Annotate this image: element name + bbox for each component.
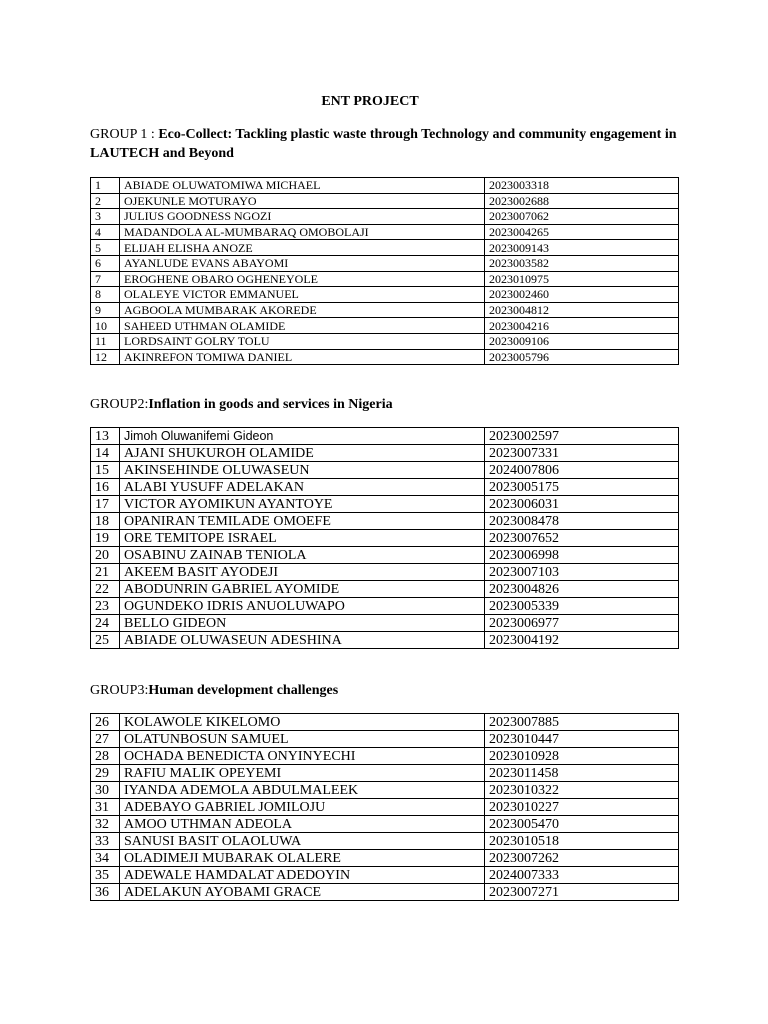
matric-number-cell: 2023009143 — [485, 240, 679, 256]
row-number-cell: 34 — [91, 850, 120, 867]
matric-number-cell: 2023003582 — [485, 255, 679, 271]
table-row — [91, 581, 679, 598]
group-3-table — [90, 713, 679, 901]
matric-number-cell: 2023006977 — [485, 615, 679, 632]
table-row — [91, 816, 679, 833]
matric-number-cell: 2023007652 — [485, 530, 679, 547]
matric-number-cell: 2023005796 — [485, 349, 679, 365]
student-name-cell: ELIJAH ELISHA ANOZE — [120, 240, 485, 256]
table-row — [91, 349, 679, 365]
row-number-cell: 30 — [91, 782, 120, 799]
table-row — [91, 428, 679, 445]
row-number-cell: 11 — [91, 333, 120, 349]
table-row — [91, 287, 679, 303]
student-name-cell: ADEBAYO GABRIEL JOMILOJU — [120, 799, 485, 816]
row-number-cell: 20 — [91, 547, 120, 564]
student-name-cell: AJANI SHUKUROH OLAMIDE — [120, 445, 485, 462]
group-1-prefix: GROUP 1 : — [90, 127, 159, 142]
student-name-cell: SAHEED UTHMAN OLAMIDE — [120, 318, 485, 334]
matric-number-cell: 2023011458 — [485, 765, 679, 782]
row-number-cell: 22 — [91, 581, 120, 598]
table-row — [91, 748, 679, 765]
matric-number-cell: 2023006998 — [485, 547, 679, 564]
row-number-cell: 2 — [91, 193, 120, 209]
student-name-cell: MADANDOLA AL-MUMBARAQ OMOBOLAJI — [120, 224, 485, 240]
student-name-cell: ORE TEMITOPE ISRAEL — [120, 530, 485, 547]
row-number-cell: 29 — [91, 765, 120, 782]
matric-number-cell: 2023005339 — [485, 598, 679, 615]
table-row — [91, 714, 679, 731]
matric-number-cell: 2023009106 — [485, 333, 679, 349]
student-name-cell: ABODUNRIN GABRIEL AYOMIDE — [120, 581, 485, 598]
document-title: ENT PROJECT — [321, 94, 419, 109]
student-name-cell: OSABINU ZAINAB TENIOLA — [120, 547, 485, 564]
matric-number-cell: 2023007062 — [485, 209, 679, 225]
student-name-cell: AKINSEHINDE OLUWASEUN — [120, 462, 485, 479]
table-row — [91, 318, 679, 334]
matric-number-cell: 2023004265 — [485, 224, 679, 240]
matric-number-cell: 2023010975 — [485, 271, 679, 287]
matric-number-cell: 2023006031 — [485, 496, 679, 513]
student-name-cell: AKINREFON TOMIWA DANIEL — [120, 349, 485, 365]
table-row — [91, 209, 679, 225]
matric-number-cell: 2023004216 — [485, 318, 679, 334]
row-number-cell: 10 — [91, 318, 120, 334]
row-number-cell: 4 — [91, 224, 120, 240]
table-row — [91, 799, 679, 816]
student-name-cell: JULIUS GOODNESS NGOZI — [120, 209, 485, 225]
matric-number-cell: 2023007103 — [485, 564, 679, 581]
matric-number-cell: 2023010928 — [485, 748, 679, 765]
row-number-cell: 26 — [91, 714, 120, 731]
table-row — [91, 782, 679, 799]
student-name-cell: OLALEYE VICTOR EMMANUEL — [120, 287, 485, 303]
row-number-cell: 35 — [91, 867, 120, 884]
row-number-cell: 25 — [91, 632, 120, 649]
matric-number-cell: 2023002460 — [485, 287, 679, 303]
row-number-cell: 23 — [91, 598, 120, 615]
row-number-cell: 12 — [91, 349, 120, 365]
student-name-cell: LORDSAINT GOLRY TOLU — [120, 333, 485, 349]
student-name-cell: OLATUNBOSUN SAMUEL — [120, 731, 485, 748]
row-number-cell: 32 — [91, 816, 120, 833]
row-number-cell: 28 — [91, 748, 120, 765]
table-row — [91, 496, 679, 513]
row-number-cell: 15 — [91, 462, 120, 479]
student-name-cell: RAFIU MALIK OPEYEMI — [120, 765, 485, 782]
group-2-prefix: GROUP2: — [90, 397, 149, 412]
student-name-cell: IYANDA ADEMOLA ABDULMALEEK — [120, 782, 485, 799]
student-name-cell: AMOO UTHMAN ADEOLA — [120, 816, 485, 833]
matric-number-cell: 2023005175 — [485, 479, 679, 496]
row-number-cell: 33 — [91, 833, 120, 850]
student-name-cell: AYANLUDE EVANS ABAYOMI — [120, 255, 485, 271]
student-name-cell: OPANIRAN TEMILADE OMOEFE — [120, 513, 485, 530]
student-name-cell: VICTOR AYOMIKUN AYANTOYE — [120, 496, 485, 513]
matric-number-cell: 2023005470 — [485, 816, 679, 833]
table-row — [91, 224, 679, 240]
table-row — [91, 271, 679, 287]
row-number-cell: 16 — [91, 479, 120, 496]
row-number-cell: 3 — [91, 209, 120, 225]
student-name-cell: ABIADE OLUWASEUN ADESHINA — [120, 632, 485, 649]
matric-number-cell: 2023003318 — [485, 178, 679, 194]
student-name-cell: AKEEM BASIT AYODEJI — [120, 564, 485, 581]
row-number-cell: 1 — [91, 178, 120, 194]
matric-number-cell: 2024007333 — [485, 867, 679, 884]
matric-number-cell: 2023007885 — [485, 714, 679, 731]
student-name-cell: OLADIMEJI MUBARAK OLALERE — [120, 850, 485, 867]
table-row — [91, 765, 679, 782]
table-row — [91, 333, 679, 349]
row-number-cell: 7 — [91, 271, 120, 287]
matric-number-cell: 2023010322 — [485, 782, 679, 799]
row-number-cell: 27 — [91, 731, 120, 748]
student-name-cell: ABIADE OLUWATOMIWA MICHAEL — [120, 178, 485, 194]
row-number-cell: 36 — [91, 884, 120, 901]
table-row — [91, 445, 679, 462]
table-row — [91, 564, 679, 581]
row-number-cell: 6 — [91, 255, 120, 271]
table-row — [91, 731, 679, 748]
matric-number-cell: 2023008478 — [485, 513, 679, 530]
matric-number-cell: 2023002688 — [485, 193, 679, 209]
table-row — [91, 302, 679, 318]
table-row — [91, 833, 679, 850]
table-row — [91, 615, 679, 632]
table-row — [91, 193, 679, 209]
student-name-cell: Jimoh Oluwanifemi Gideon — [120, 428, 485, 445]
table-row — [91, 462, 679, 479]
student-name-cell: BELLO GIDEON — [120, 615, 485, 632]
matric-number-cell: 2023004826 — [485, 581, 679, 598]
student-name-cell: EROGHENE OBARO OGHENEYOLE — [120, 271, 485, 287]
student-name-cell: ADEWALE HAMDALAT ADEDOYIN — [120, 867, 485, 884]
row-number-cell: 9 — [91, 302, 120, 318]
table-row — [91, 850, 679, 867]
student-name-cell: KOLAWOLE KIKELOMO — [120, 714, 485, 731]
row-number-cell: 18 — [91, 513, 120, 530]
group-3-topic: Human development challenges — [148, 683, 339, 698]
student-name-cell: ALABI YUSUFF ADELAKAN — [120, 479, 485, 496]
student-name-cell: OCHADA BENEDICTA ONYINYECHI — [120, 748, 485, 765]
row-number-cell: 19 — [91, 530, 120, 547]
matric-number-cell: 2023010227 — [485, 799, 679, 816]
matric-number-cell: 2023007271 — [485, 884, 679, 901]
student-name-cell: AGBOOLA MUMBARAK AKOREDE — [120, 302, 485, 318]
row-number-cell: 8 — [91, 287, 120, 303]
student-name-cell: ADELAKUN AYOBAMI GRACE — [120, 884, 485, 901]
table-row — [91, 255, 679, 271]
table-row — [91, 513, 679, 530]
matric-number-cell: 2023004192 — [485, 632, 679, 649]
group-3-heading — [90, 681, 690, 700]
matric-number-cell: 2024007806 — [485, 462, 679, 479]
student-name-cell: SANUSI BASIT OLAOLUWA — [120, 833, 485, 850]
table-row — [91, 632, 679, 649]
matric-number-cell: 2023010518 — [485, 833, 679, 850]
row-number-cell: 24 — [91, 615, 120, 632]
table-row — [91, 547, 679, 564]
group-1-topic: Eco-Collect: Tackling plastic waste through Technology and community engagement in LAUTECH and Beyond — [90, 127, 677, 161]
group-2-table — [90, 427, 679, 649]
matric-number-cell: 2023007331 — [485, 445, 679, 462]
matric-number-cell: 2023007262 — [485, 850, 679, 867]
matric-number-cell: 2023004812 — [485, 302, 679, 318]
row-number-cell: 13 — [91, 428, 120, 445]
table-row — [91, 479, 679, 496]
table-row — [91, 530, 679, 547]
group-2-topic: Inflation in goods and services in Nigeria — [148, 397, 393, 412]
matric-number-cell: 2023002597 — [485, 428, 679, 445]
table-row — [91, 178, 679, 194]
table-row — [91, 240, 679, 256]
group-2-heading — [90, 395, 690, 414]
group-3-prefix: GROUP3: — [90, 683, 149, 698]
student-name-cell: OGUNDEKO IDRIS ANUOLUWAPO — [120, 598, 485, 615]
student-name-cell: OJEKUNLE MOTURAYO — [120, 193, 485, 209]
table-row — [91, 867, 679, 884]
row-number-cell: 21 — [91, 564, 120, 581]
row-number-cell: 31 — [91, 799, 120, 816]
row-number-cell: 17 — [91, 496, 120, 513]
table-row — [91, 884, 679, 901]
row-number-cell: 5 — [91, 240, 120, 256]
group-1-heading — [90, 125, 690, 163]
table-row — [91, 598, 679, 615]
group-1-table — [90, 177, 679, 365]
row-number-cell: 14 — [91, 445, 120, 462]
matric-number-cell: 2023010447 — [485, 731, 679, 748]
